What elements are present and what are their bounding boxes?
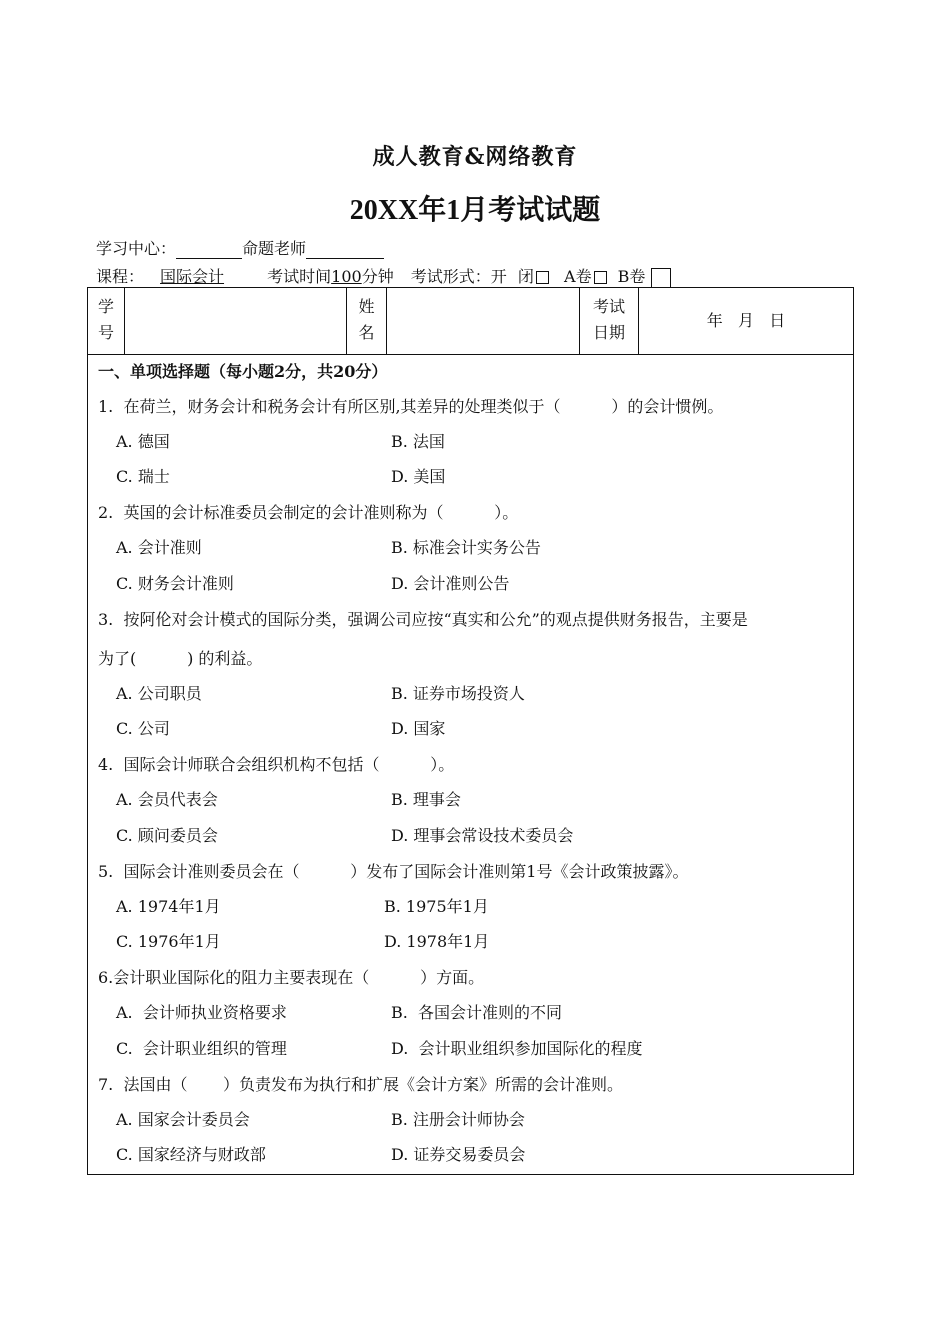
student-no-field[interactable]: [125, 294, 345, 346]
option-1b[interactable]: B. 法国: [391, 432, 445, 451]
name-char-2: 名: [358, 323, 375, 342]
student-no-char-1: 学: [97, 297, 114, 316]
option-5c[interactable]: C. 1976年1月: [116, 932, 221, 951]
date-label-line-2: 日期: [592, 323, 625, 342]
exam-date-field[interactable]: 年 月 日: [706, 311, 786, 330]
student-info-row: [88, 288, 853, 355]
question-2: 2. 英国的会计标准委员会制定的会计准则称为（ ）。: [98, 503, 519, 522]
info-line-2: [96, 264, 671, 288]
exam-title: 20XX年1月考试试题: [349, 195, 601, 226]
institution-title: 成人教育&网络教育: [372, 144, 578, 170]
center-label: 学习中心：: [96, 239, 177, 258]
course-value: 国际会计: [160, 267, 225, 286]
question-4: 4. 国际会计师联合会组织机构不包括（ ）。: [98, 755, 455, 774]
option-5d[interactable]: D. 1978年1月: [384, 932, 490, 951]
b-paper-checkbox[interactable]: [651, 268, 671, 288]
option-2a[interactable]: A. 会计准则: [116, 538, 202, 557]
question-6: 6.会计职业国际化的阻力主要表现在（ ）方面。: [98, 968, 485, 987]
info-line-1: [96, 236, 384, 259]
question-7: 7. 法国由（ ）负责发布为执行和扩展《会计方案》所需的会计准则。: [98, 1075, 624, 1094]
option-7a[interactable]: A. 国家会计委员会: [116, 1110, 250, 1129]
option-3d[interactable]: D. 国家: [391, 719, 446, 738]
option-1d[interactable]: D. 美国: [391, 467, 446, 486]
closed-checkbox[interactable]: [536, 271, 549, 284]
option-3b[interactable]: B. 证券市场投资人: [391, 684, 525, 703]
option-1a[interactable]: A. 德国: [116, 432, 170, 451]
course-label: 课程：: [96, 267, 145, 286]
name-field[interactable]: [387, 294, 578, 346]
student-no-label: [88, 294, 124, 346]
name-char-1: 姓: [358, 297, 375, 316]
section-heading: 一、单项选择题（每小题2分，共20分）: [98, 362, 388, 381]
option-6d[interactable]: D. 会计职业组织参加国际化的程度: [391, 1039, 643, 1058]
center-blank: [176, 240, 242, 259]
option-6a[interactable]: A. 会计师执业资格要求: [116, 1003, 287, 1022]
name-label: [347, 294, 386, 346]
question-5: 5. 国际会计准则委员会在（ ）发布了国际会计准则第1号《会计政策披露》。: [98, 862, 689, 881]
date-label-line-1: 考试: [592, 297, 625, 316]
option-7c[interactable]: C. 国家经济与财政部: [116, 1145, 266, 1164]
question-1: 1. 在荷兰，财务会计和税务会计有所区别,其差异的处理类似于（ ）的会计惯例。: [98, 397, 724, 416]
exam-frame: [87, 287, 854, 1175]
option-7b[interactable]: B. 注册会计师协会: [391, 1110, 525, 1129]
time-value: 100: [331, 267, 362, 286]
option-3a[interactable]: A. 公司职员: [116, 684, 202, 703]
exam-date-label: [580, 294, 638, 346]
b-paper-label: B卷: [617, 267, 646, 286]
a-paper-label: A卷: [564, 267, 592, 286]
option-2c[interactable]: C. 财务会计准则: [116, 574, 234, 593]
option-4c[interactable]: C. 顾问委员会: [116, 826, 218, 845]
option-6b[interactable]: B. 各国会计准则的不同: [391, 1003, 563, 1022]
teacher-blank: [306, 240, 384, 259]
option-3c[interactable]: C. 公司: [116, 719, 170, 738]
option-5b[interactable]: B. 1975年1月: [384, 897, 489, 916]
option-4d[interactable]: D. 理事会常设技术委员会: [391, 826, 574, 845]
option-4a[interactable]: A. 会员代表会: [116, 790, 218, 809]
option-1c[interactable]: C. 瑞士: [116, 467, 170, 486]
option-6c[interactable]: C. 会计职业组织的管理: [116, 1039, 287, 1058]
teacher-label: 命题老师: [242, 239, 307, 258]
option-5a[interactable]: A. 1974年1月: [116, 897, 221, 916]
option-7d[interactable]: D. 证券交易委员会: [391, 1145, 526, 1164]
time-unit: 分钟: [361, 267, 394, 286]
option-2d[interactable]: D. 会计准则公告: [391, 574, 510, 593]
question-3: 3. 按阿伦对会计模式的国际分类，强调公司应按“真实和公允”的观点提供财务报告，主要是: [98, 610, 748, 629]
form-label: 考试形式：开: [410, 267, 507, 286]
option-4b[interactable]: B. 理事会: [391, 790, 461, 809]
time-label: 考试时间: [267, 267, 332, 286]
question-3-cont: 为了( ) 的利益。: [98, 649, 263, 668]
closed-label: 闭: [517, 267, 534, 286]
a-paper-checkbox[interactable]: [594, 271, 607, 284]
student-no-char-2: 号: [97, 323, 114, 342]
option-2b[interactable]: B. 标准会计实务公告: [391, 538, 541, 557]
